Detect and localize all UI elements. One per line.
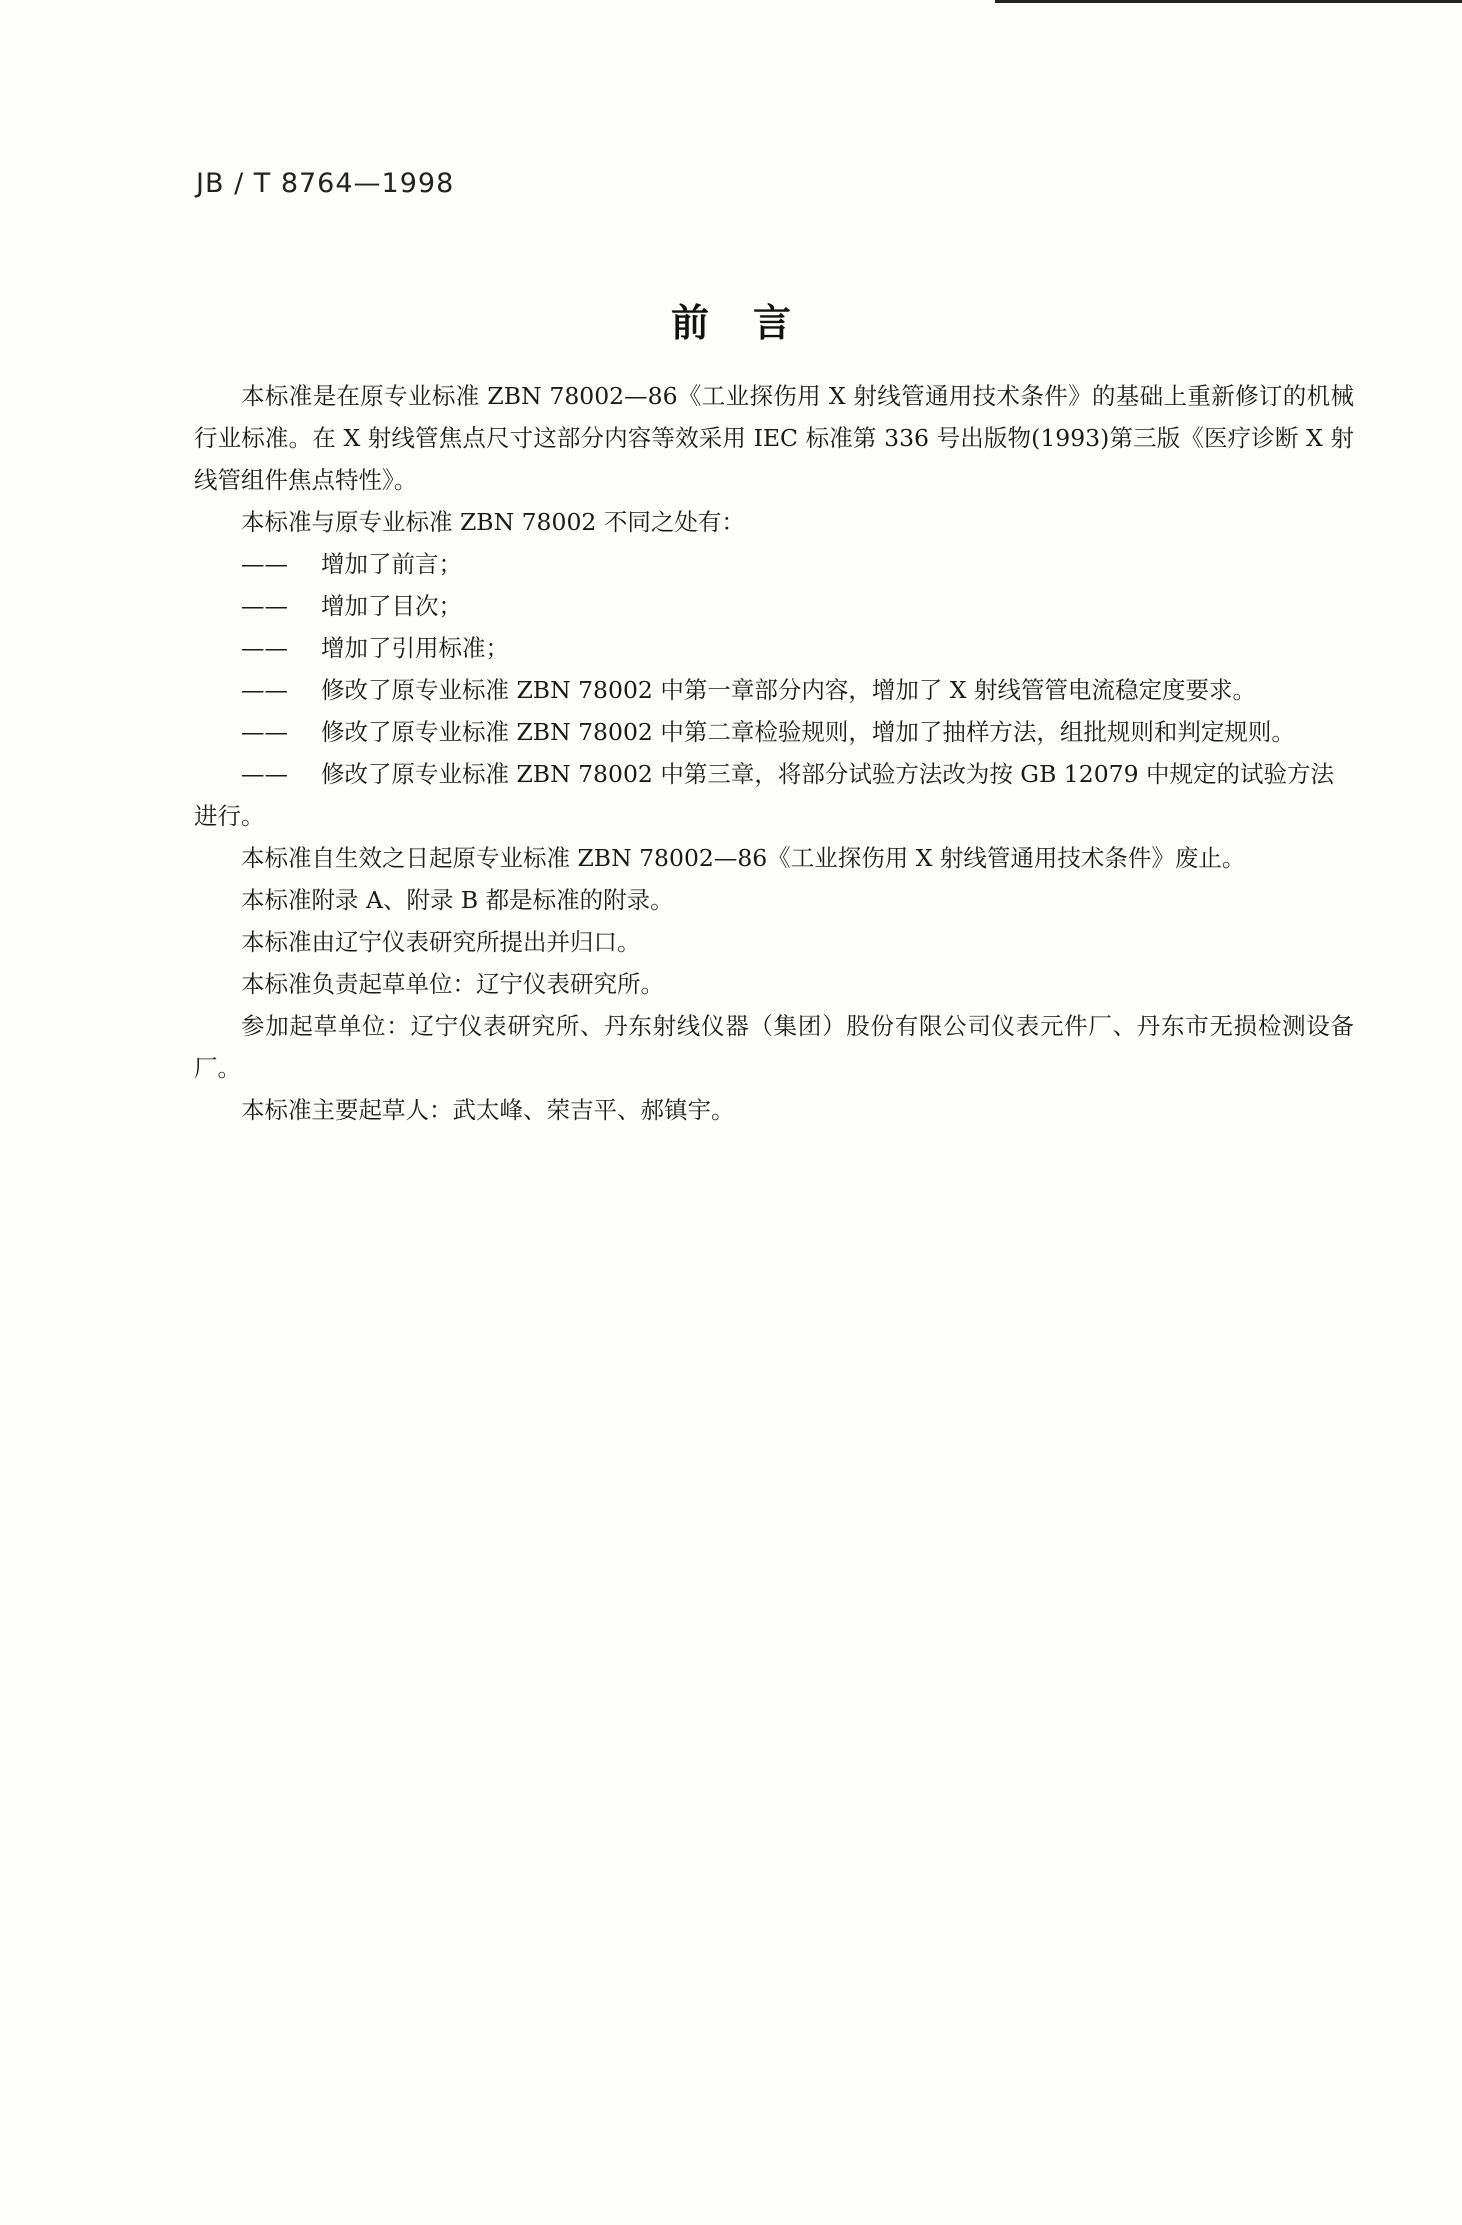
change-item [194, 711, 1354, 753]
appendix-paragraph: 本标准附录 A、附录 B 都是标准的附录。 [241, 886, 674, 914]
intro-paragraph: 本标准是在原专业标准 ZBN 78002—86《工业探伤用 X 射线管通用技术条件》的基础上重新修订的机械行业标准。在 X 射线管焦点尺寸这部分内容等效采用 IEC 标准第 336 号出版物(1993)第三版《医疗诊断 X 射线管组件焦点特性》。 [194, 382, 1354, 494]
dash-marker: —— [241, 634, 288, 662]
change-text: 修改了原专业标准 ZBN 78002 中第一章部分内容，增加了 X 射线管管电流稳定度要求。 [321, 676, 1256, 704]
standard-code: JB / T 8764—1998 [196, 168, 455, 199]
change-item [194, 627, 1354, 669]
preface-body [194, 375, 1354, 1131]
change-item [194, 753, 1354, 837]
dash-marker: —— [241, 718, 288, 746]
dash-marker: —— [241, 550, 288, 578]
page-title: 前言 [670, 301, 835, 345]
top-rule [995, 0, 1462, 3]
drafters-paragraph: 本标准主要起草人：武太峰、荣吉平、郝镇宇。 [241, 1096, 735, 1124]
change-item [194, 669, 1354, 711]
proposer-paragraph: 本标准由辽宁仪表研究所提出并归口。 [241, 928, 641, 956]
repeal-paragraph: 本标准自生效之日起原专业标准 ZBN 78002—86《工业探伤用 X 射线管通用技术条件》废止。 [241, 844, 1246, 872]
change-item [194, 585, 1354, 627]
change-text: 增加了前言； [321, 550, 462, 578]
change-text: 修改了原专业标准 ZBN 78002 中第三章，将部分试验方法改为按 GB 12079 中规定的试验方法进行。 [194, 760, 1335, 830]
change-item [194, 543, 1354, 585]
change-text: 增加了目次； [321, 592, 462, 620]
drafting-unit-paragraph: 本标准负责起草单位：辽宁仪表研究所。 [241, 970, 664, 998]
participating-units-paragraph: 参加起草单位：辽宁仪表研究所、丹东射线仪器（集团）股份有限公司仪表元件厂、丹东市无损检测设备厂。 [194, 1012, 1354, 1082]
dash-marker: —— [241, 676, 288, 704]
change-text: 修改了原专业标准 ZBN 78002 中第二章检验规则，增加了抽样方法，组批规则和判定规则。 [321, 718, 1295, 746]
differences-lead: 本标准与原专业标准 ZBN 78002 不同之处有： [241, 508, 745, 536]
change-text: 增加了引用标准； [321, 634, 509, 662]
dash-marker: —— [241, 760, 288, 788]
dash-marker: —— [241, 592, 288, 620]
